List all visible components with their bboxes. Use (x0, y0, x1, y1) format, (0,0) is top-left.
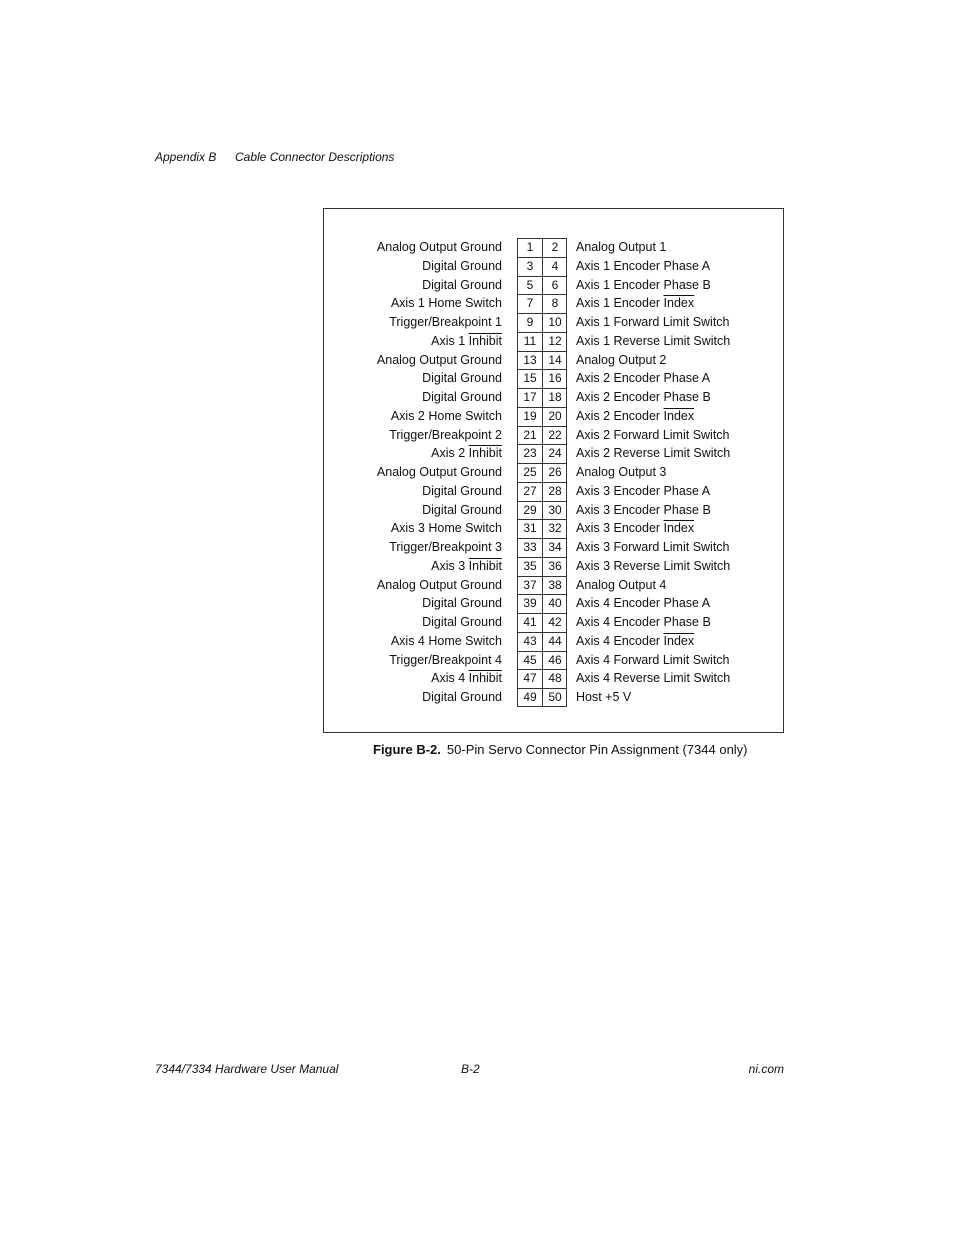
pin-number-even: 24 (548, 446, 562, 461)
pin-label-left: Trigger/Breakpoint 1 (389, 315, 502, 329)
pin-pair-box (517, 632, 567, 651)
overlined-signal: Index (663, 296, 695, 311)
pin-row (324, 257, 783, 276)
pin-label-left: Axis 3 Inhibit (431, 558, 502, 573)
pin-row (324, 519, 783, 538)
pin-row (324, 463, 783, 482)
overlined-signal: Inhibit (468, 333, 502, 348)
pin-number-odd: 9 (526, 315, 534, 329)
pin-number-even: 12 (548, 333, 562, 348)
pin-label-right: Axis 4 Forward Limit Switch (576, 652, 730, 667)
pin-label-right: Analog Output 4 (576, 577, 667, 592)
pin-row (324, 538, 783, 557)
pin-pair-box (517, 276, 567, 295)
pin-number-odd: 23 (523, 446, 537, 461)
pin-number-odd: 5 (526, 277, 534, 292)
pin-label-right: Axis 2 Reverse Limit Switch (576, 446, 731, 461)
pin-number-even: 4 (551, 258, 559, 273)
pin-row (324, 669, 783, 688)
pin-number-even: 36 (548, 558, 562, 573)
overlined-signal: Index (663, 633, 695, 648)
overlined-signal: Inhibit (468, 558, 502, 573)
pin-label-right: Axis 3 Forward Limit Switch (576, 540, 730, 554)
pin-row (324, 557, 783, 576)
pin-pair-box (517, 482, 567, 501)
pin-label-left: Analog Output Ground (376, 240, 502, 254)
pin-number-even: 2 (551, 240, 559, 254)
pin-row (324, 594, 783, 613)
pin-number-odd: 47 (523, 671, 537, 686)
pin-label-left: Digital Ground (422, 615, 502, 629)
pin-pair-box (517, 444, 567, 463)
pin-label-right: Axis 4 Encoder Phase B (576, 615, 711, 629)
pin-row (324, 651, 783, 670)
pin-label-right: Axis 2 Encoder Phase B (576, 390, 711, 404)
pin-number-even: 20 (548, 408, 562, 423)
pin-label-right: Axis 1 Reverse Limit Switch (576, 333, 731, 348)
pin-label-right: Analog Output 3 (576, 465, 667, 479)
pin-label-left: Digital Ground (422, 690, 502, 704)
header-appendix: Appendix B (155, 150, 217, 164)
pin-number-odd: 15 (523, 371, 537, 386)
pin-number-even: 26 (548, 465, 562, 479)
pin-label-left: Trigger/Breakpoint 2 (389, 427, 502, 442)
pin-label-right: Axis 1 Forward Limit Switch (576, 315, 730, 329)
pin-row (324, 313, 783, 332)
pin-number-even: 42 (548, 615, 562, 629)
pin-pair-box (517, 651, 567, 670)
pin-label-left: Axis 2 Home Switch (390, 408, 502, 423)
pin-label-left: Axis 4 Home Switch (390, 633, 502, 648)
pin-label-left: Digital Ground (422, 483, 502, 498)
pin-label-right: Axis 2 Forward Limit Switch (576, 427, 730, 442)
pin-pair-box (517, 519, 567, 538)
footer-manual-title: 7344/7334 Hardware User Manual (155, 1062, 339, 1076)
pin-label-left: Axis 4 Inhibit (431, 671, 502, 686)
pin-label-left: Axis 3 Home Switch (390, 521, 502, 536)
pin-row (324, 613, 783, 632)
pin-number-even: 30 (548, 502, 562, 517)
pin-row (324, 351, 783, 370)
pin-pair-box (517, 669, 567, 688)
pin-label-right: Analog Output 2 (576, 352, 667, 367)
pin-label-left: Axis 1 Inhibit (431, 333, 502, 348)
pin-row (324, 444, 783, 463)
pin-row (324, 332, 783, 351)
pin-number-even: 32 (548, 521, 562, 536)
pin-number-even: 44 (548, 633, 562, 648)
pin-label-left: Digital Ground (422, 258, 502, 273)
pin-pair-box (517, 613, 567, 632)
pin-pair-box (517, 463, 567, 482)
pin-label-left: Digital Ground (422, 371, 502, 386)
pin-number-odd: 13 (523, 352, 537, 367)
pin-number-odd: 17 (523, 390, 537, 404)
pin-label-right: Axis 1 Encoder Index (576, 296, 695, 311)
pin-number-odd: 37 (523, 577, 537, 592)
pin-number-odd: 31 (523, 521, 537, 536)
pin-label-left: Digital Ground (422, 390, 502, 404)
pin-pair-box (517, 294, 567, 313)
figure-caption (373, 742, 748, 757)
pin-label-right: Axis 4 Encoder Index (576, 633, 695, 648)
pin-label-right: Axis 3 Encoder Index (576, 521, 695, 536)
pin-rows (324, 238, 783, 707)
pin-pair-box (517, 388, 567, 407)
figure-caption-text: 50-Pin Servo Connector Pin Assignment (7344 only) (446, 742, 748, 757)
overlined-signal: Inhibit (468, 671, 502, 686)
pin-number-odd: 21 (523, 427, 537, 442)
pin-pair-box (517, 594, 567, 613)
pin-row (324, 388, 783, 407)
footer-page-number: B-2 (461, 1062, 480, 1076)
pin-number-odd: 43 (523, 633, 537, 648)
pin-row (324, 426, 783, 445)
overlined-signal: Index (663, 408, 695, 423)
pin-number-odd: 1 (526, 240, 534, 254)
pin-pair-box (517, 538, 567, 557)
pin-number-odd: 7 (526, 296, 534, 311)
pin-number-odd: 29 (523, 502, 537, 517)
pin-label-right: Axis 4 Reverse Limit Switch (576, 671, 731, 686)
pin-number-odd: 3 (526, 258, 534, 273)
pin-label-left: Digital Ground (422, 502, 502, 517)
pin-number-even: 50 (548, 690, 562, 704)
pin-number-odd: 41 (523, 615, 537, 629)
pin-pair-box (517, 426, 567, 445)
pin-label-left: Analog Output Ground (376, 465, 502, 479)
pin-number-odd: 19 (523, 408, 537, 423)
header-section-title: Cable Connector Descriptions (235, 150, 395, 164)
pin-number-odd: 27 (523, 483, 537, 498)
pin-label-right: Axis 2 Encoder Phase A (576, 371, 711, 386)
pin-row (324, 369, 783, 388)
pin-pair-box (517, 351, 567, 370)
pin-label-left: Axis 1 Home Switch (390, 296, 502, 311)
pin-number-even: 18 (548, 390, 562, 404)
pin-number-even: 46 (548, 652, 562, 667)
pin-label-left: Digital Ground (422, 277, 502, 292)
pin-label-right: Axis 3 Encoder Phase A (576, 483, 711, 498)
pin-number-odd: 33 (523, 540, 537, 554)
pin-pair-box (517, 332, 567, 351)
pin-label-left: Analog Output Ground (376, 577, 502, 592)
pin-number-odd: 25 (523, 465, 537, 479)
pin-number-even: 34 (548, 540, 562, 554)
pin-row (324, 576, 783, 595)
pin-label-right: Analog Output 1 (576, 240, 667, 254)
pin-number-even: 8 (551, 296, 559, 311)
pin-number-even: 6 (551, 277, 559, 292)
overlined-signal: Index (663, 521, 695, 536)
pin-number-odd: 39 (523, 596, 537, 611)
overlined-signal: Inhibit (468, 446, 502, 461)
pin-label-left: Trigger/Breakpoint 3 (389, 540, 502, 554)
pin-row (324, 276, 783, 295)
pin-pair-box (517, 557, 567, 576)
pin-pair-box (517, 257, 567, 276)
pin-label-left: Digital Ground (422, 596, 502, 611)
pin-number-odd: 35 (523, 558, 537, 573)
pin-label-right: Axis 4 Encoder Phase A (576, 596, 711, 611)
pin-row (324, 407, 783, 426)
pin-number-even: 10 (548, 315, 562, 329)
pin-label-right: Axis 3 Reverse Limit Switch (576, 558, 731, 573)
pin-row (324, 501, 783, 520)
pin-label-left: Axis 2 Inhibit (431, 446, 502, 461)
pin-pair-box (517, 238, 567, 257)
pin-row (324, 482, 783, 501)
pin-number-even: 14 (548, 352, 562, 367)
pin-pair-box (517, 576, 567, 595)
pin-row (324, 238, 783, 257)
pin-number-even: 48 (548, 671, 562, 686)
pin-label-right: Axis 2 Encoder Index (576, 408, 695, 423)
pin-row (324, 294, 783, 313)
pin-number-odd: 11 (523, 333, 537, 348)
pin-row (324, 688, 783, 707)
pin-pair-box (517, 688, 567, 707)
pin-label-right: Axis 1 Encoder Phase A (576, 258, 711, 273)
pin-assignment-figure (323, 208, 784, 733)
pin-row (324, 632, 783, 651)
pin-label-right: Host +5 V (576, 690, 632, 704)
figure-label: Figure B-2. (373, 742, 441, 757)
pin-number-even: 22 (548, 427, 562, 442)
pin-label-right: Axis 1 Encoder Phase B (576, 277, 711, 292)
pin-label-left: Trigger/Breakpoint 4 (389, 652, 502, 667)
pin-number-odd: 49 (523, 690, 537, 704)
pin-label-left: Analog Output Ground (376, 352, 502, 367)
footer-site-link[interactable]: ni.com (748, 1062, 784, 1076)
pin-label-right: Axis 3 Encoder Phase B (576, 502, 711, 517)
pin-number-even: 38 (548, 577, 562, 592)
pin-number-odd: 45 (523, 652, 537, 667)
pin-number-even: 28 (548, 483, 562, 498)
pin-number-even: 16 (548, 371, 562, 386)
pin-pair-box (517, 407, 567, 426)
pin-number-even: 40 (548, 596, 562, 611)
pin-pair-box (517, 501, 567, 520)
pin-pair-box (517, 369, 567, 388)
pin-pair-box (517, 313, 567, 332)
